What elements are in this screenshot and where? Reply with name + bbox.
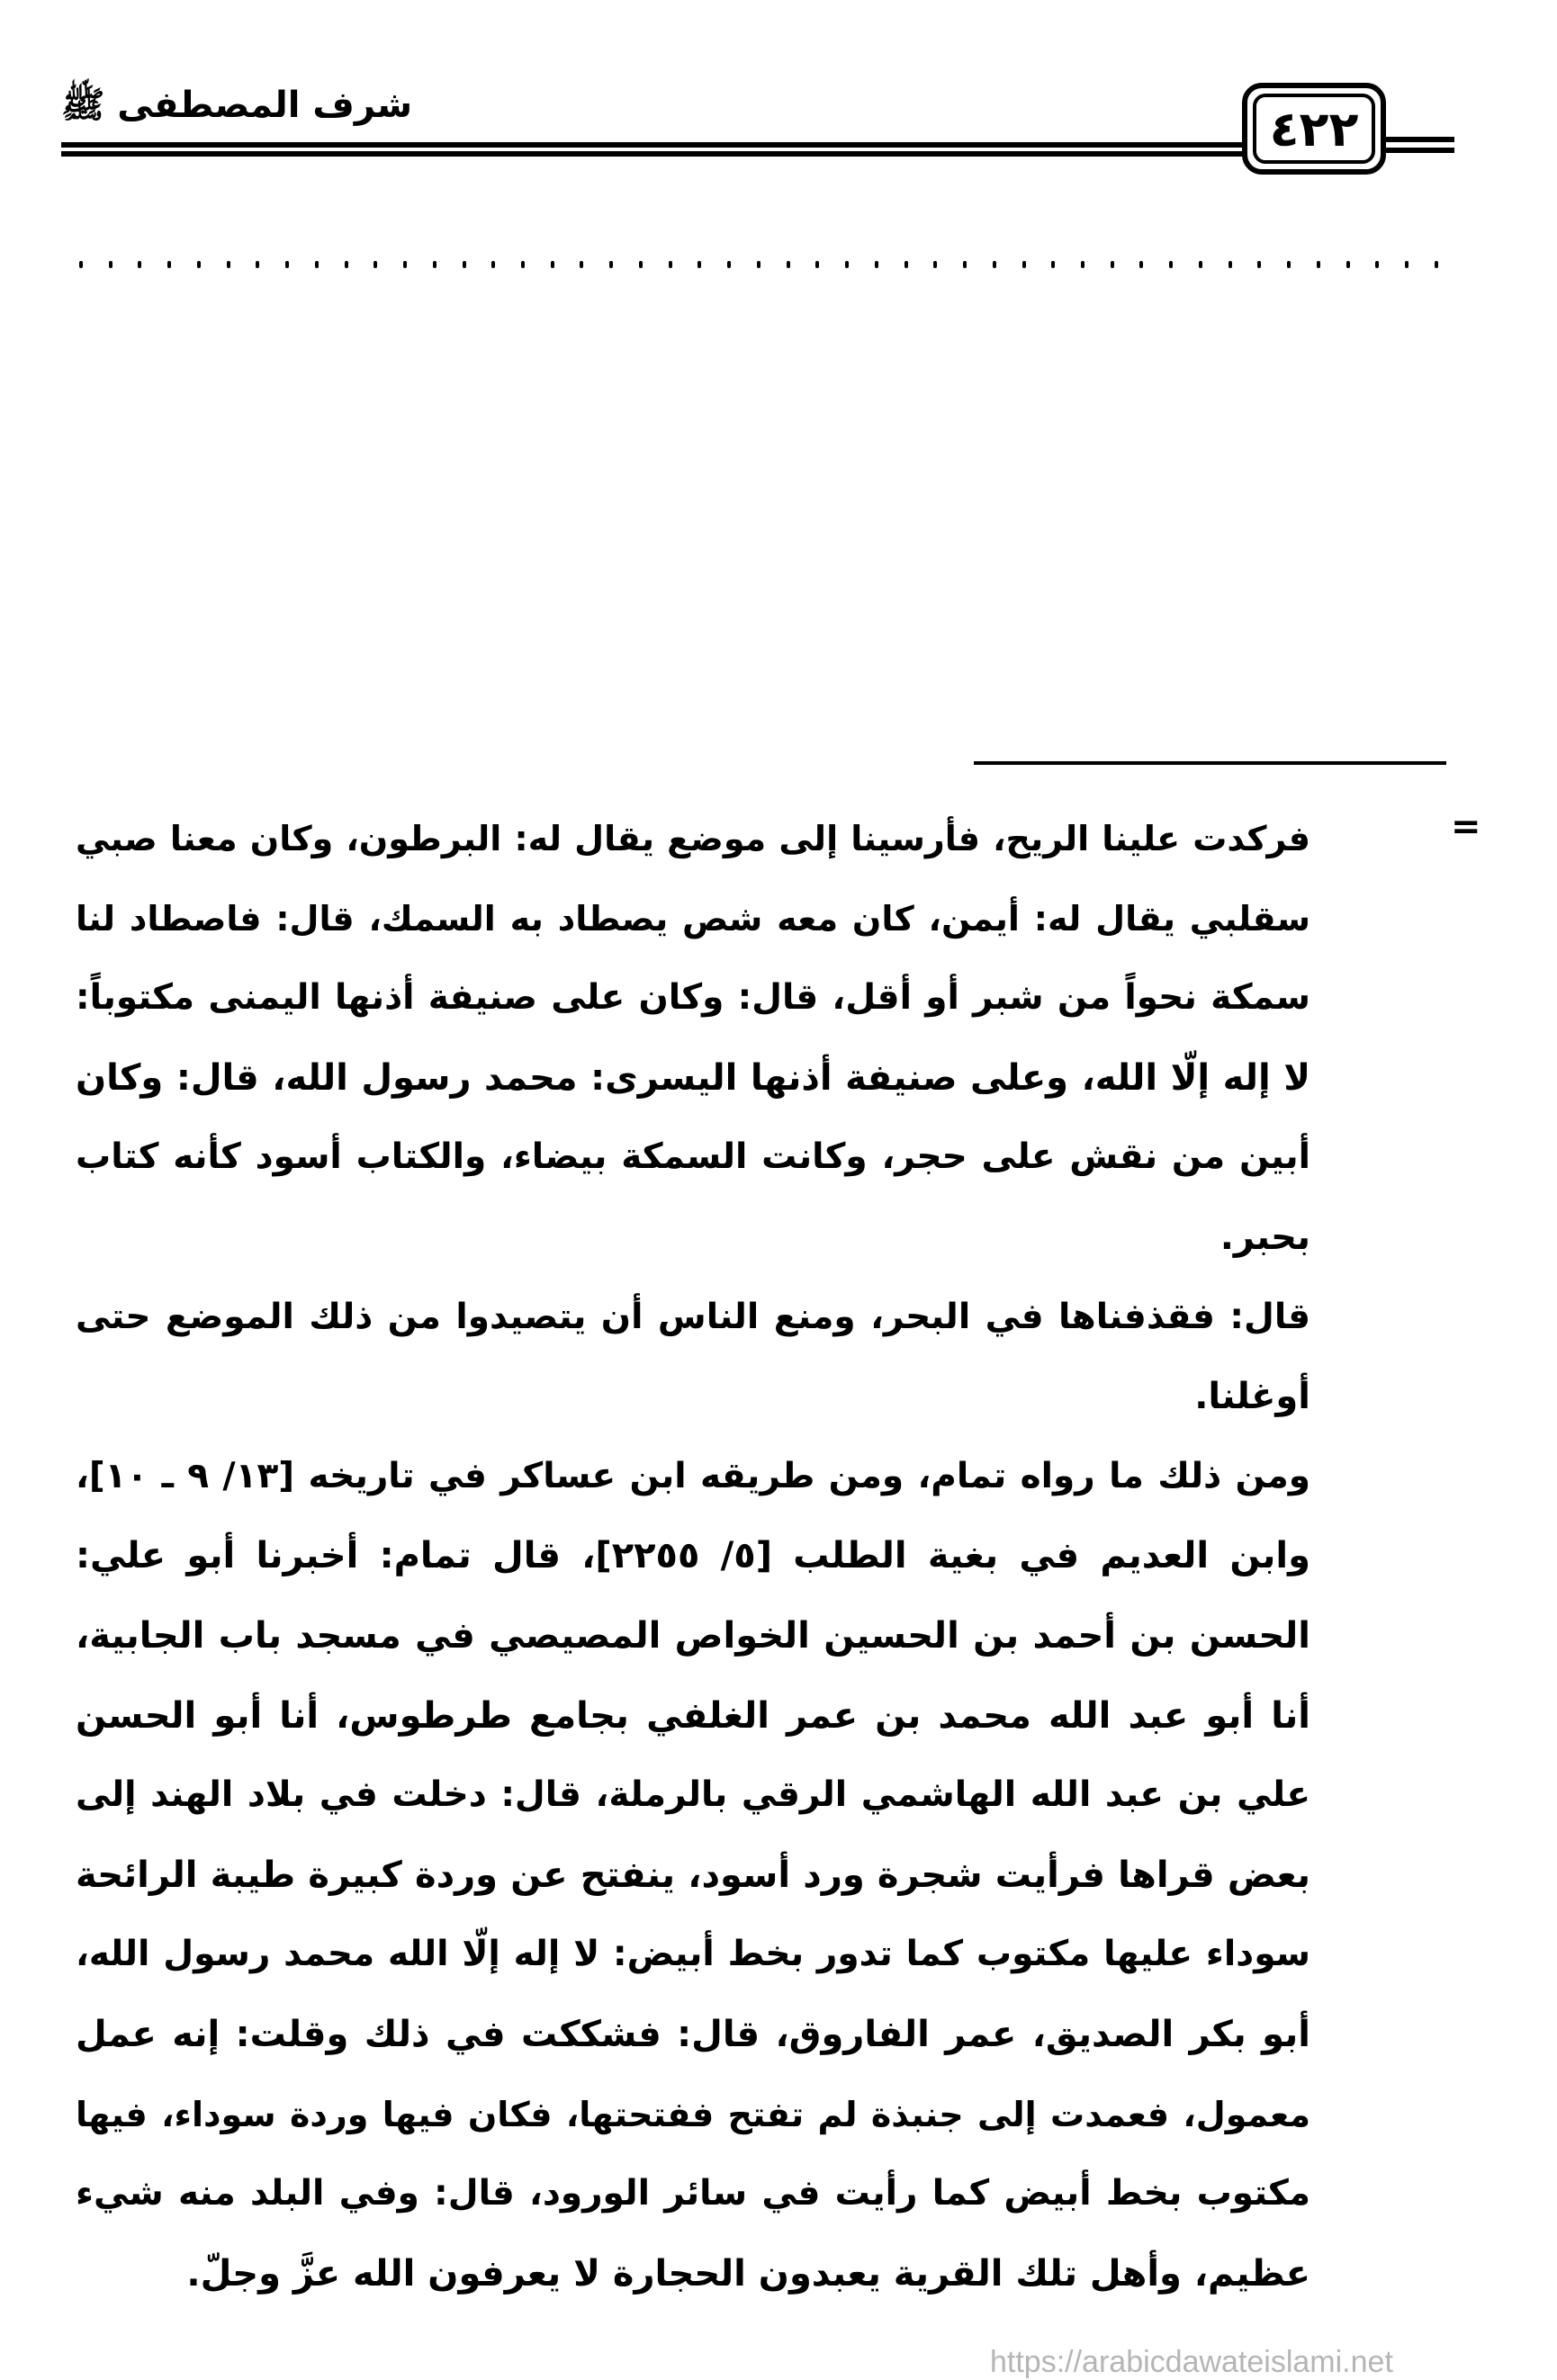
dot — [197, 261, 201, 268]
text-line: سقلبي يقال له: أيمن، كان معه شص يصطاد به السمك، قال: فاصطاد لنا — [76, 898, 1310, 939]
continuation-mark: = — [1451, 806, 1481, 848]
dot — [580, 261, 583, 268]
dot — [787, 261, 790, 268]
dot — [875, 261, 878, 268]
dot — [1405, 261, 1408, 268]
page-number: ٤٢٢ — [1253, 94, 1375, 164]
text-line: بعض قراها فرأيت شجرة ورد أسود، ينفتح عن وردة كبيرة طيبة الرائحة — [76, 1854, 1310, 1896]
dot — [345, 261, 348, 268]
dot — [374, 261, 377, 268]
dot — [757, 261, 760, 268]
dot — [138, 261, 141, 268]
dot — [609, 261, 613, 268]
dot — [1435, 261, 1438, 268]
text-line: سوداء عليها مكتوب كما تدور بخط أبيض: لا إله إلّا الله محمد رسول الله، — [76, 1934, 1310, 1975]
dot — [1169, 261, 1173, 268]
dot — [1228, 261, 1232, 268]
footnote-rule — [974, 761, 1446, 765]
dot — [1022, 261, 1026, 268]
dot — [433, 261, 436, 268]
dot — [1375, 261, 1379, 268]
dot — [1257, 261, 1261, 268]
dot — [993, 261, 996, 268]
dot — [904, 261, 908, 268]
dot — [727, 261, 731, 268]
dot — [815, 261, 819, 268]
dot — [109, 261, 112, 268]
body-text — [76, 799, 1310, 2313]
dot — [1139, 261, 1143, 268]
dot — [403, 261, 407, 268]
dot — [1111, 261, 1114, 268]
text-line: الحسن بن أحمد بن الحسين الخواص المصيصي في مسجد باب الجابية، — [76, 1614, 1310, 1657]
text-line: قال: فقذفناها في البحر، ومنع الناس أن يتصيدوا من ذلك الموضع حتى — [76, 1296, 1310, 1337]
text-line: ومن ذلك ما رواه تمام، ومن طريقه ابن عساكر في تاريخه [١٣/ ٩ ـ ١٠]، — [76, 1455, 1310, 1496]
dot — [1051, 261, 1055, 268]
text-line: فركدت علينا الريح، فأرسينا إلى موضع يقال له: البرطون، وكان معنا صبي — [76, 819, 1310, 858]
dot — [551, 261, 554, 268]
dot — [315, 261, 319, 268]
dot — [669, 261, 672, 268]
page-number-frame — [1242, 83, 1386, 175]
header-rule-bottom — [61, 151, 1246, 157]
header-rule-top — [61, 142, 1246, 148]
dot — [845, 261, 849, 268]
text-line: أوغلنا. — [1194, 1376, 1310, 1418]
dot — [79, 261, 83, 268]
text-line: معمول، فعمدت إلى جنبذة لم تفتح ففتحتها، فكان فيها وردة سوداء، فيها — [76, 2094, 1310, 2134]
text-line: مكتوب بخط أبيض كما رأيت في سائر الورود، قال: وفي البلد منه شيء — [76, 2173, 1310, 2214]
text-line: سمكة نحواً من شبر أو أقل، قال: وكان على صنيفة أذنها اليمنى مكتوباً: — [76, 977, 1310, 1019]
dot — [639, 261, 643, 268]
dotted-separator — [79, 261, 1438, 279]
dot — [1317, 261, 1320, 268]
dot — [1199, 261, 1202, 268]
text-line: أبو بكر الصديق، عمر الفاروق، قال: فشككت في ذلك وقلت: إنه عمل — [76, 2013, 1310, 2055]
dot — [1287, 261, 1291, 268]
dot — [256, 261, 259, 268]
dot — [463, 261, 466, 268]
dot — [491, 261, 495, 268]
watermark: https://arabicdawateislami.net — [990, 2345, 1393, 2379]
dot — [227, 261, 230, 268]
header-rule-right-top — [1382, 137, 1454, 142]
text-line: وابن العديم في بغية الطلب [٥/ ٢٢٥٥]، قال تمام: أخبرنا أبو علي: — [76, 1535, 1310, 1577]
paragraph — [76, 1437, 1310, 2314]
dot — [698, 261, 701, 268]
dot — [1081, 261, 1084, 268]
header-rule-right-bottom — [1382, 148, 1454, 153]
dot — [963, 261, 967, 268]
text-line: عظيم، وأهل تلك القرية يعبدون الحجارة لا يعرفون الله عزَّ وجلّ. — [186, 2252, 1310, 2295]
paragraph — [76, 799, 1310, 1278]
dot — [933, 261, 937, 268]
dot — [285, 261, 289, 268]
paragraph — [76, 1278, 1310, 1437]
dot — [167, 261, 171, 268]
text-line: أنا أبو عبد الله محمد بن عمر الغلفي بجامع طرطوس، أنا أبو الحسن — [76, 1694, 1310, 1737]
text-line: لا إله إلّا الله، وعلى صنيفة أذنها اليسرى: محمد رسول الله، قال: وكان — [76, 1056, 1310, 1099]
text-line: بحبر. — [1220, 1216, 1310, 1258]
text-line: أبين من نقش على حجر، وكانت السمكة بيضاء، والكتاب أسود كأنه كتاب — [76, 1136, 1310, 1178]
dot — [521, 261, 525, 268]
text-line: علي بن عبد الله الهاشمي الرقي بالرملة، قال: دخلت في بلاد الهند إلى — [76, 1774, 1310, 1816]
dot — [1346, 261, 1350, 268]
running-title: شرف المصطفى ﷺ — [61, 85, 413, 126]
